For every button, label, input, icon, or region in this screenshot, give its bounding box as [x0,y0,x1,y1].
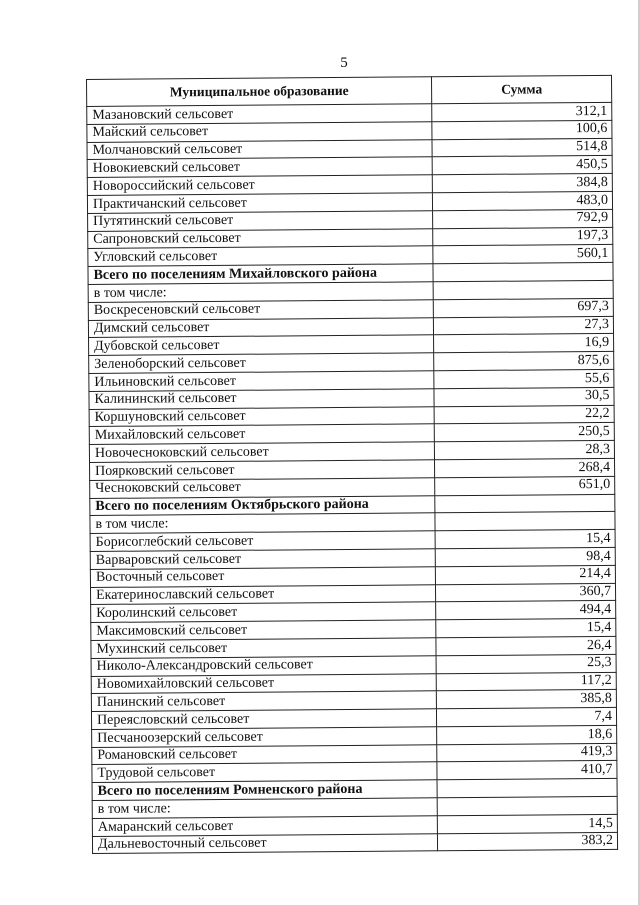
municipality-name: Мухинский сельсовет [91,638,436,659]
sum-value: 268,4 [435,458,615,477]
sum-value: 26,4 [436,636,616,655]
sum-value: 100,6 [432,120,612,139]
sum-value: 651,0 [435,476,615,495]
table-body [87,102,618,854]
district-total-label: Всего по поселениям Октябрьского района [90,495,435,516]
municipality-name: Борисоглебский сельсовет [90,531,435,552]
sum-value [433,280,613,299]
sum-value [437,779,617,798]
municipality-name: Воскресеновский сельсовет [88,300,433,321]
document-sheet [86,75,618,855]
sum-value: 15,4 [435,529,615,548]
municipality-name: в том числе: [92,798,437,819]
municipality-name: Амаранский сельсовет [92,816,437,837]
sum-value [433,263,613,282]
sum-value: 55,6 [434,369,614,388]
sum-value [435,494,615,513]
municipality-name: Мазановский сельсовет [87,104,432,125]
municipality-name: в том числе: [90,513,435,534]
municipality-name: Михайловский сельсовет [89,424,434,445]
municipality-name: Новокиевский сельсовет [87,157,432,178]
sum-value: 312,1 [432,102,612,121]
table-header-row [87,75,612,106]
municipality-name: Сапроновский сельсовет [88,228,433,249]
municipality-name: Варваровский сельсовет [90,549,435,570]
municipality-name: Угловский сельсовет [88,246,433,267]
municipality-name: Чесноковский сельсовет [90,478,435,499]
sum-value: 450,5 [432,156,612,175]
municipality-name: Екатеринославский сельсовет [90,584,435,605]
column-header-sum: Сумма [432,75,612,103]
sum-value: 494,4 [436,601,616,620]
municipality-name: Коршуновский сельсовет [89,406,434,427]
sum-value: 560,1 [433,245,613,264]
municipality-name: Путятинский сельсовет [88,211,433,232]
sum-value: 30,5 [434,387,614,406]
sum-value: 27,3 [434,316,614,335]
municipality-name: Николо-Александровский сельсовет [91,655,436,676]
municipality-name: Молчановский сельсовет [87,139,432,160]
municipality-name: Майский сельсовет [87,122,432,143]
district-total-label: Всего по поселениям Михайловского района [88,264,433,285]
municipality-name: Переясловский сельсовет [91,709,436,730]
municipality-name: Ильиновский сельсовет [89,371,434,392]
municipality-name: Практичанский сельсовет [87,193,432,214]
sum-value: 22,2 [434,405,614,424]
municipality-name: Зеленоборский сельсовет [89,353,434,374]
sum-value: 28,3 [435,441,615,460]
municipality-name: в том числе: [88,282,433,303]
sum-value: 214,4 [436,565,616,584]
sum-value: 875,6 [434,352,614,371]
sum-value: 697,3 [433,298,613,317]
municipality-name: Максимовский сельсовет [91,620,436,641]
district-total-label: Всего по поселениям Ромненского района [92,780,437,801]
municipality-name: Дальневосточный сельсовет [92,833,437,854]
municipality-name: Поярковский сельсовет [90,460,435,481]
sum-value: 360,7 [436,583,616,602]
sum-value: 419,3 [437,743,617,762]
municipality-name: Романовский сельсовет [92,744,437,765]
municipality-name: Новомихайловский сельсовет [91,673,436,694]
sum-value [437,796,617,815]
sum-value: 410,7 [437,761,617,780]
sum-value: 18,6 [437,725,617,744]
sum-value: 98,4 [435,547,615,566]
municipality-name: Калининский сельсовет [89,389,434,410]
sum-value: 514,8 [432,138,612,157]
municipality-name: Новороссийский сельсовет [87,175,432,196]
sum-value: 792,9 [433,209,613,228]
municipality-name: Королинский сельсовет [91,602,436,623]
budget-table [86,75,618,855]
sum-value: 25,3 [436,654,616,673]
municipality-name: Восточный сельсовет [90,566,435,587]
sum-value: 197,3 [433,227,613,246]
column-header-municipality: Муниципальное образование [87,77,432,107]
sum-value: 14,5 [438,814,618,833]
sum-value: 385,8 [437,690,617,709]
page-number: 5 [340,55,348,71]
municipality-name: Песчаноозерский сельсовет [92,727,437,748]
sum-value: 7,4 [437,707,617,726]
municipality-name: Димский сельсовет [88,317,433,338]
sum-value: 384,8 [432,174,612,193]
sum-value: 383,2 [438,832,618,851]
municipality-name: Трудовой сельсовет [92,762,437,783]
municipality-name: Панинский сельсовет [91,691,436,712]
sum-value: 16,9 [434,334,614,353]
sum-value: 250,5 [434,423,614,442]
sum-value: 483,0 [433,191,613,210]
municipality-name: Дубовской сельсовет [89,335,434,356]
municipality-name: Новочесноковский сельсовет [89,442,434,463]
sum-value [435,512,615,531]
sum-value: 117,2 [436,672,616,691]
sum-value: 15,4 [436,618,616,637]
table-row [92,832,617,854]
